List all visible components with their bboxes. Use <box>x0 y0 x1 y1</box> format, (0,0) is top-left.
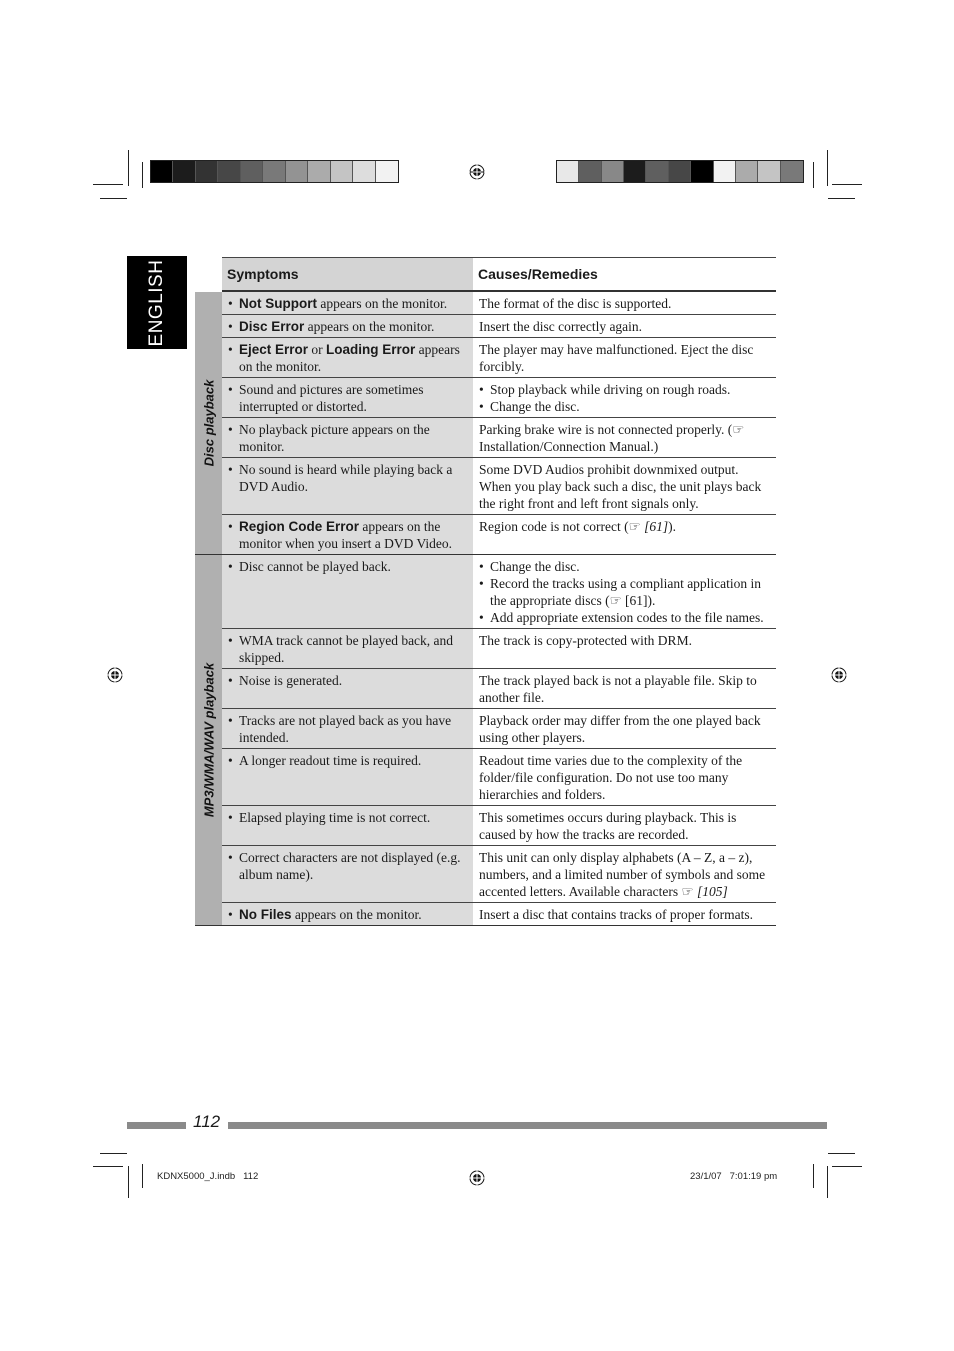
symptom-bullet <box>228 906 469 923</box>
symptom-text <box>239 809 469 826</box>
symptom-cell <box>222 338 473 377</box>
symptom-bullet <box>228 381 469 415</box>
cause-cell <box>473 903 776 925</box>
symptom-plain: No playback picture appears on the monitor. <box>239 422 430 454</box>
symptom-text <box>239 341 469 375</box>
color-swatch <box>173 161 195 182</box>
crop-mark <box>813 162 814 188</box>
symptom-connector: or <box>308 342 327 357</box>
symptom-cell <box>222 846 473 902</box>
symptom-cell <box>222 709 473 748</box>
table-row <box>222 709 776 749</box>
group-rows <box>222 555 776 925</box>
cause-cell <box>473 338 776 377</box>
bullet-dot: • <box>228 559 233 574</box>
group-side-label <box>195 292 222 554</box>
cause-cell <box>473 515 776 554</box>
language-tab-label: ENGLISH <box>146 259 167 346</box>
color-calibration-bar-left <box>150 160 399 183</box>
color-swatch <box>669 161 691 182</box>
cause-cell <box>473 315 776 337</box>
bullet-dot: • <box>228 633 233 648</box>
footer-bar-right <box>228 1122 827 1129</box>
bullet-dot: • <box>228 850 233 865</box>
cause-bullet <box>479 609 772 626</box>
table-group <box>195 292 776 555</box>
table-row <box>222 555 776 629</box>
table-row <box>222 806 776 846</box>
slug-right: 23/1/07 7:01:19 pm <box>690 1171 778 1182</box>
symptom-cell <box>222 378 473 417</box>
cause-text: Insert a disc that contains tracks of proper formats. <box>479 907 754 922</box>
cause-cell <box>473 418 776 457</box>
symptom-keyword: Not Support <box>239 296 317 311</box>
table-row <box>222 515 776 554</box>
bullet-dot: • <box>228 753 233 768</box>
cause-text: Readout time varies due to the complexity of the folder/file configuration. Do not use too many hierarchies and folders. <box>479 753 743 802</box>
symptom-plain: Noise is generated. <box>239 673 343 688</box>
symptom-cell <box>222 669 473 708</box>
table-row <box>222 669 776 709</box>
slug-left: KDNX5000_J.indb 112 <box>157 1171 259 1182</box>
symptom-cell <box>222 555 473 628</box>
symptom-bullet <box>228 752 469 769</box>
cause-bullet-text: Stop playback while driving on rough roads. <box>490 382 731 397</box>
cause-bullet-text: Change the disc. <box>490 559 580 574</box>
color-swatch <box>263 161 285 182</box>
table-row <box>222 315 776 338</box>
symptom-text <box>239 906 469 923</box>
table-row <box>222 903 776 925</box>
cause-text: The format of the disc is supported. <box>479 296 672 311</box>
table-row <box>222 846 776 903</box>
cause-bullet <box>479 575 772 609</box>
symptom-cell <box>222 903 473 925</box>
cause-text: Insert the disc correctly again. <box>479 319 643 334</box>
bullet-dot: • <box>228 907 233 922</box>
color-swatch <box>376 161 398 182</box>
cause-page-ref: [61] <box>644 519 669 534</box>
bullet-dot: • <box>228 810 233 825</box>
page-number: 112 <box>193 1112 221 1131</box>
cause-text: Some DVD Audios prohibit downmixed output. When you play back such a disc, the unit plays back the right front and left front signals only. <box>479 462 762 511</box>
crop-mark <box>827 1166 828 1198</box>
table-row <box>222 338 776 378</box>
bullet-dot: • <box>228 713 233 728</box>
symptom-plain: Correct characters are not displayed (e.g. album name). <box>239 850 461 882</box>
header-causes: Causes/Remedies <box>478 266 598 282</box>
cause-text: The track is copy-protected with DRM. <box>479 633 692 648</box>
symptom-keyword: Eject Error <box>239 342 309 357</box>
color-swatch <box>196 161 218 182</box>
crop-mark <box>93 184 123 185</box>
symptom-bullet <box>228 849 469 883</box>
crop-mark <box>142 162 143 188</box>
symptom-bullet <box>228 318 469 335</box>
symptom-bullet <box>228 461 469 495</box>
symptom-rest: appears on the monitor when you insert a DVD Video. <box>239 519 453 551</box>
symptom-bullet <box>228 518 469 552</box>
symptom-text <box>239 672 469 689</box>
symptom-plain: WMA track cannot be played back, and skipped. <box>239 633 454 665</box>
color-swatch <box>714 161 736 182</box>
cause-cell <box>473 709 776 748</box>
symptom-cell <box>222 458 473 514</box>
symptom-plain: Disc cannot be played back. <box>239 559 391 574</box>
bullet-dot: • <box>228 462 233 477</box>
symptom-cell <box>222 629 473 668</box>
cause-bullet-text: Record the tracks using a compliant application in the appropriate discs (☞ [61]). <box>490 576 762 608</box>
group-rows <box>222 292 776 554</box>
symptom-bullet <box>228 341 469 375</box>
color-swatch <box>758 161 780 182</box>
cause-text <box>479 849 772 900</box>
color-swatch <box>331 161 353 182</box>
color-swatch <box>691 161 713 182</box>
troubleshooting-table <box>195 257 776 926</box>
cause-bullet <box>479 398 772 415</box>
color-swatch <box>286 161 308 182</box>
symptom-cell <box>222 418 473 457</box>
color-swatch <box>151 161 173 182</box>
color-swatch <box>579 161 601 182</box>
registration-mark-icon <box>469 1170 485 1186</box>
color-swatch <box>602 161 624 182</box>
registration-mark-icon <box>107 667 123 683</box>
symptom-keyword: No Files <box>239 907 292 922</box>
symptom-plain: No sound is heard while playing back a DVD Audio. <box>239 462 453 494</box>
symptom-cell <box>222 315 473 337</box>
cause-pre: Region code is not correct (☞ <box>479 519 645 534</box>
color-swatch <box>781 161 803 182</box>
symptom-text <box>239 712 469 746</box>
symptom-keyword: Disc Error <box>239 319 305 334</box>
color-swatch <box>624 161 646 182</box>
table-header <box>222 257 776 292</box>
crop-mark <box>142 1164 143 1188</box>
table-group <box>195 555 776 926</box>
symptom-text <box>239 295 469 312</box>
symptom-text <box>239 632 469 666</box>
bullet-dot: • <box>479 559 484 574</box>
cause-text <box>479 518 772 535</box>
symptom-plain: Elapsed playing time is not correct. <box>239 810 431 825</box>
cause-cell <box>473 378 776 417</box>
symptom-text <box>239 518 469 552</box>
crop-mark <box>128 150 129 186</box>
group-label: MP3/WMA/WAV playback <box>201 662 216 818</box>
group-label: Disc playback <box>201 379 216 467</box>
symptom-cell <box>222 749 473 805</box>
footer-bar-left <box>127 1122 186 1129</box>
crop-mark <box>100 198 127 199</box>
bullet-dot: • <box>479 382 484 397</box>
cause-text: The track played back is not a playable file. Skip to another file. <box>479 673 757 705</box>
crop-mark <box>832 184 862 185</box>
symptom-bullet <box>228 809 469 826</box>
color-swatch <box>308 161 330 182</box>
symptom-cell <box>222 515 473 554</box>
symptom-text <box>239 558 469 575</box>
symptom-text <box>239 381 469 415</box>
cause-text: The player may have malfunctioned. Eject the disc forcibly. <box>479 342 754 374</box>
symptom-bullet <box>228 295 469 312</box>
cause-cell <box>473 458 776 514</box>
cause-text: This sometimes occurs during playback. This is caused by how the tracks are recorded. <box>479 810 737 842</box>
symptom-rest: appears on the monitor. <box>291 907 422 922</box>
table-row <box>222 292 776 315</box>
cause-cell <box>473 555 776 628</box>
cause-pre: This unit can only display alphabets (A – Z, a – z), numbers, and a limited number of symbols and some accented letters. Available characters ☞ <box>479 850 766 899</box>
symptom-bullet <box>228 672 469 689</box>
symptom-rest: appears on the monitor. <box>239 342 460 374</box>
language-tab <box>127 256 187 349</box>
symptom-keyword: Loading Error <box>326 342 416 357</box>
registration-mark-icon <box>469 164 485 180</box>
symptom-bullet <box>228 421 469 455</box>
bullet-dot: • <box>479 610 484 625</box>
symptom-plain: Tracks are not played back as you have intended. <box>239 713 452 745</box>
cause-post: ). <box>668 519 676 534</box>
bullet-dot: • <box>228 342 233 357</box>
crop-mark <box>93 1166 123 1167</box>
symptom-cell <box>222 806 473 845</box>
table-row <box>222 458 776 515</box>
color-swatch <box>241 161 263 182</box>
bullet-dot: • <box>228 382 233 397</box>
cause-cell <box>473 749 776 805</box>
color-swatch <box>353 161 375 182</box>
symptom-text <box>239 849 469 883</box>
cause-bullet <box>479 381 772 398</box>
color-calibration-bar-right <box>556 160 804 183</box>
registration-mark-icon <box>831 667 847 683</box>
table-row <box>222 629 776 669</box>
symptom-bullet <box>228 712 469 746</box>
group-side-label <box>195 555 222 925</box>
crop-mark <box>828 1153 855 1154</box>
bullet-dot: • <box>228 422 233 437</box>
cause-page-ref: [105] <box>696 884 728 899</box>
symptom-text <box>239 752 469 769</box>
symptom-text <box>239 421 469 455</box>
cause-bullet-text: Change the disc. <box>490 399 580 414</box>
bullet-dot: • <box>228 673 233 688</box>
cause-cell <box>473 292 776 314</box>
cause-cell <box>473 629 776 668</box>
symptom-text <box>239 461 469 495</box>
symptom-text <box>239 318 469 335</box>
symptom-bullet <box>228 632 469 666</box>
symptom-plain: A longer readout time is required. <box>239 753 422 768</box>
symptom-rest: appears on the monitor. <box>304 319 435 334</box>
symptom-bullet <box>228 558 469 575</box>
cause-bullet <box>479 558 772 575</box>
bullet-dot: • <box>228 296 233 311</box>
bullet-dot: • <box>479 576 484 591</box>
symptom-plain: Sound and pictures are sometimes interrupted or distorted. <box>239 382 424 414</box>
header-symptoms: Symptoms <box>222 258 473 290</box>
cause-text: Playback order may differ from the one played back using other players. <box>479 713 761 745</box>
color-swatch <box>736 161 758 182</box>
bullet-dot: • <box>228 519 233 534</box>
table-row <box>222 418 776 458</box>
color-swatch <box>557 161 579 182</box>
symptom-cell <box>222 292 473 314</box>
bullet-dot: • <box>479 399 484 414</box>
table-row <box>222 378 776 418</box>
crop-mark <box>100 1153 127 1154</box>
crop-mark <box>128 1166 129 1198</box>
crop-mark <box>828 198 855 199</box>
cause-bullet-text: Add appropriate extension codes to the file names. <box>490 610 764 625</box>
cause-cell <box>473 806 776 845</box>
cause-cell <box>473 846 776 902</box>
color-swatch <box>218 161 240 182</box>
crop-mark <box>827 150 828 186</box>
symptom-keyword: Region Code Error <box>239 519 360 534</box>
color-swatch <box>646 161 668 182</box>
symptom-rest: appears on the monitor. <box>316 296 448 311</box>
cause-cell <box>473 669 776 708</box>
bullet-dot: • <box>228 319 233 334</box>
table-row <box>222 749 776 806</box>
cause-text: Parking brake wire is not connected properly. (☞ Installation/Connection Manual.) <box>479 422 745 454</box>
crop-mark <box>832 1166 862 1167</box>
crop-mark <box>813 1164 814 1188</box>
